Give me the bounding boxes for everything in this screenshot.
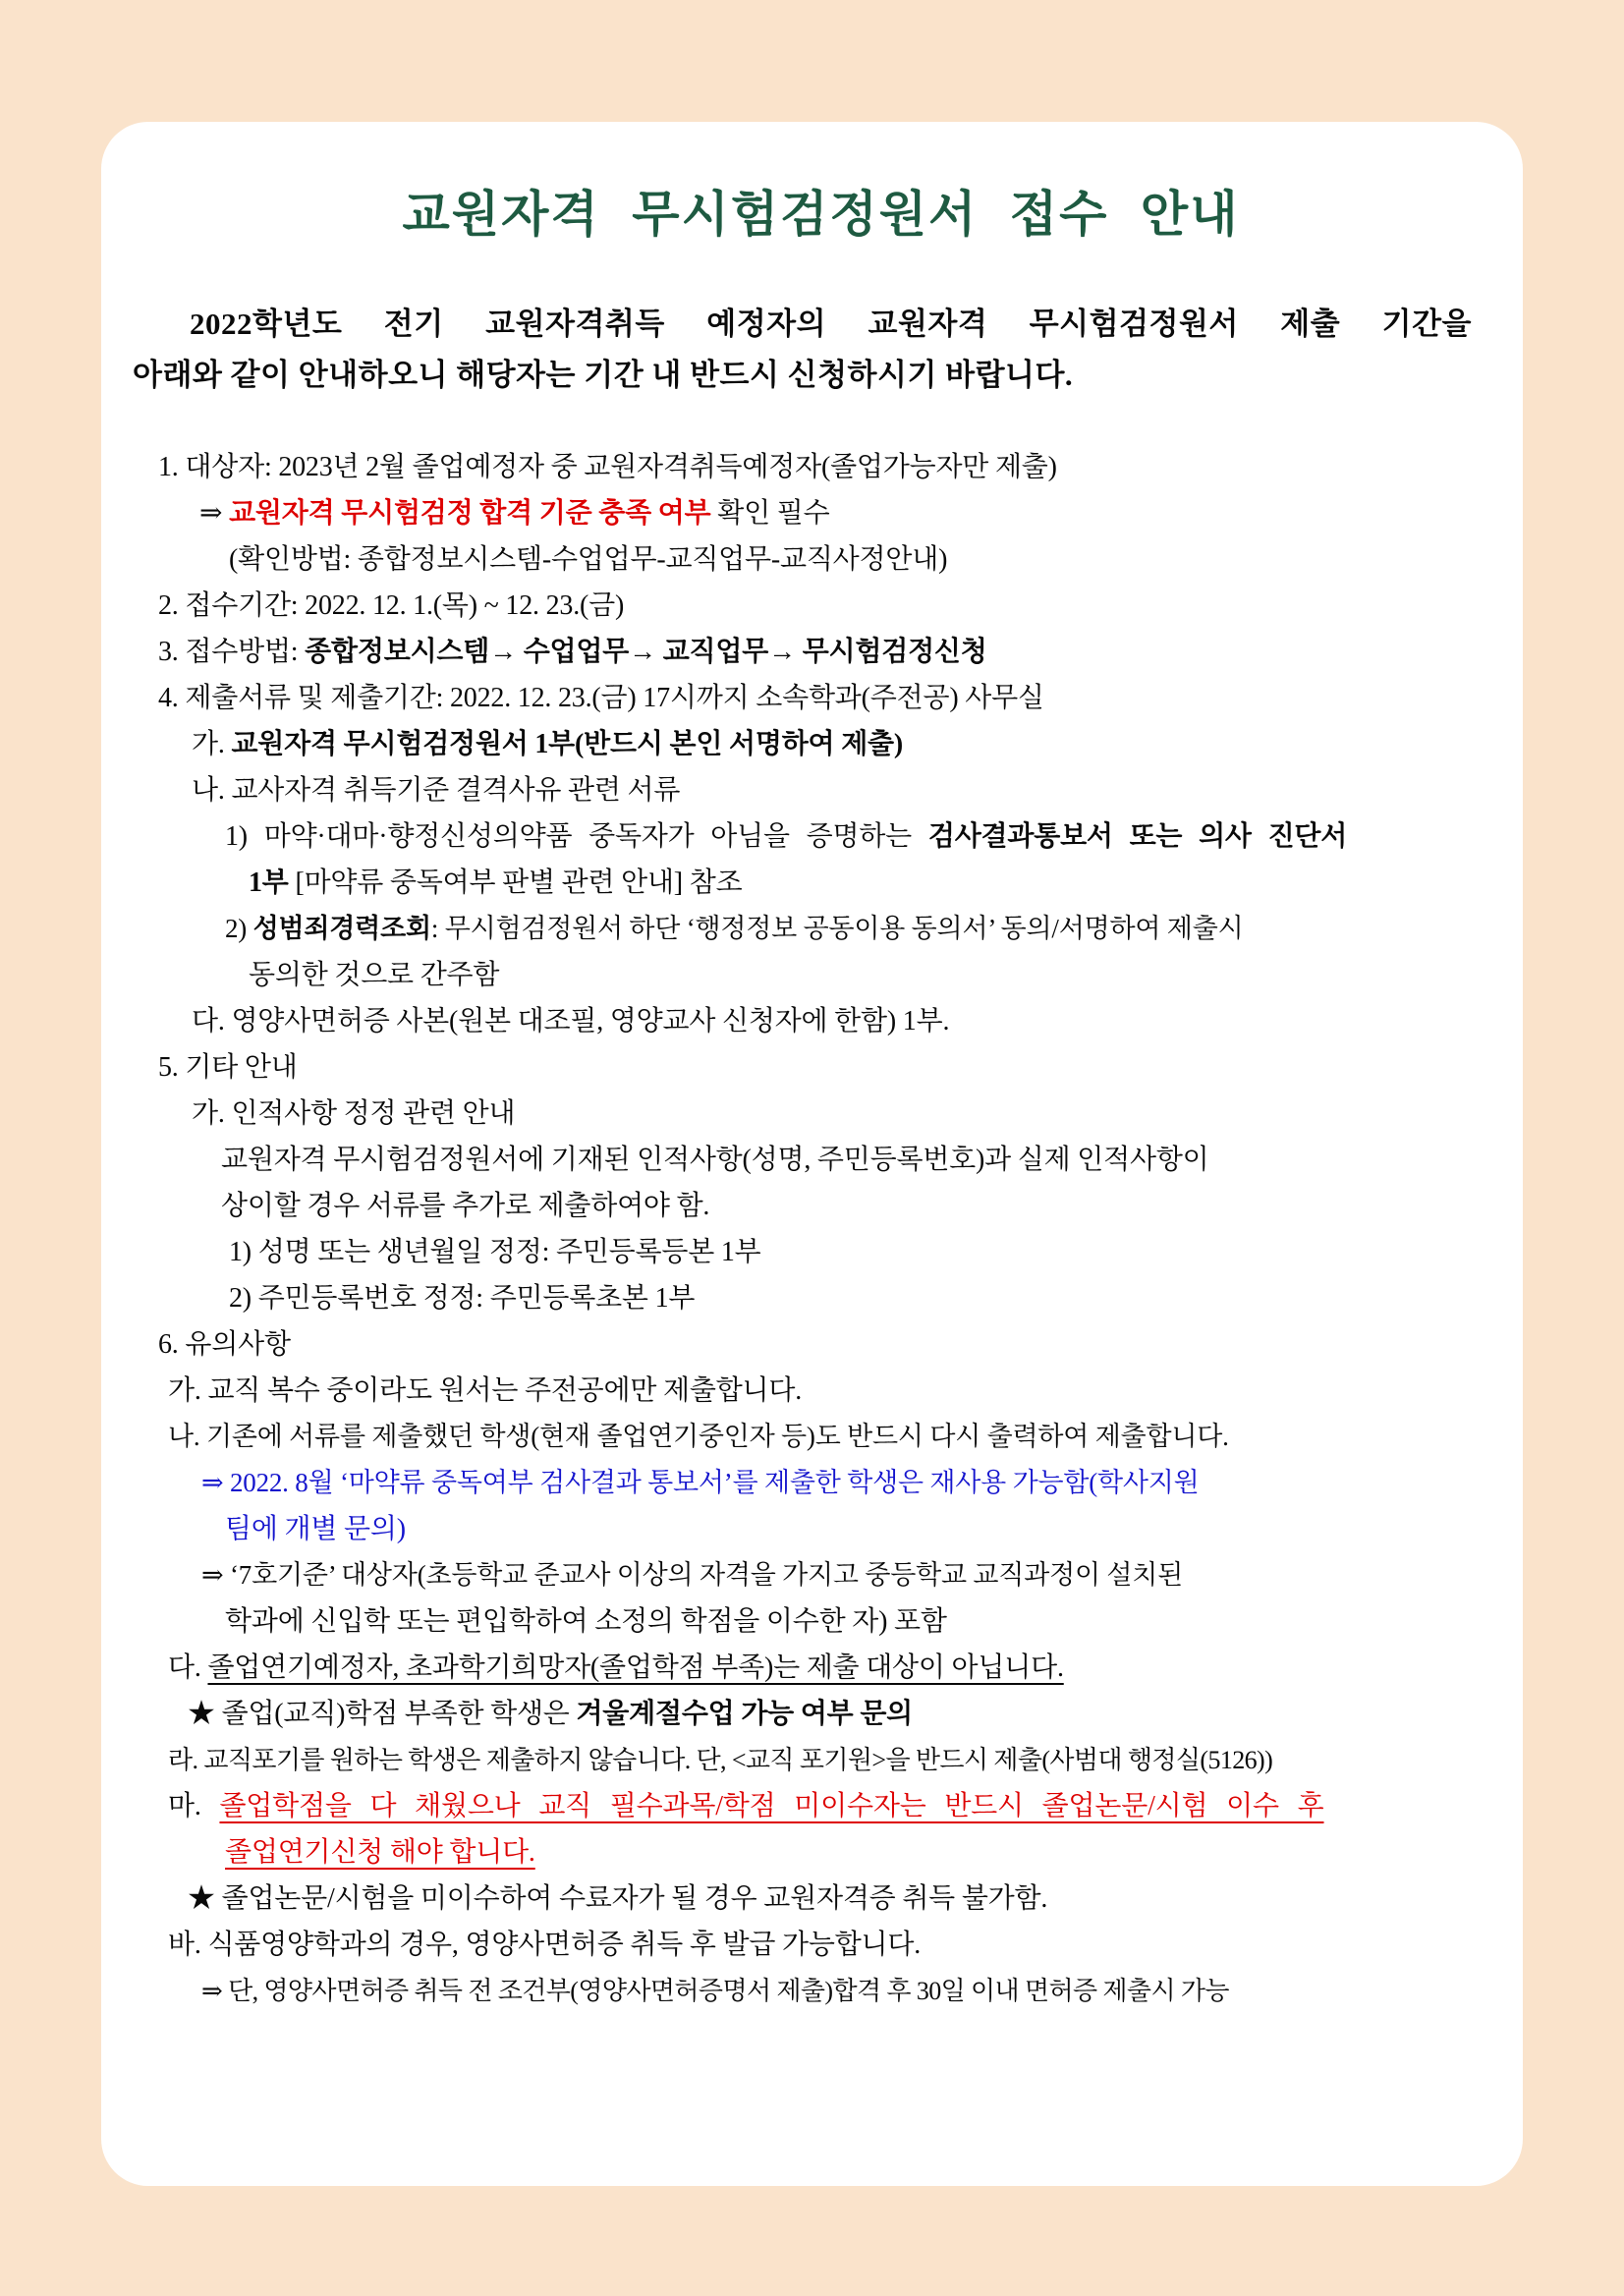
item-4-na-2 — [158, 906, 1484, 952]
item-5-ga-body-1: 교원자격 무시험검정원서에 기재된 인적사항(성명, 주민등록번호)과 실제 인적사항이 — [221, 1145, 1209, 1175]
item-5-ga: 가. 인적사항 정정 관련 안내 — [192, 1098, 516, 1129]
intro-paragraph — [133, 299, 1472, 401]
star-icon: ★ — [188, 1699, 222, 1729]
item-5-ga-2: 2) 주민등록번호 정정: 주민등록초본 1부 — [229, 1283, 696, 1314]
item-5-ga-body-2: 상이할 경우 서류를 추가로 제출하여야 함. — [221, 1191, 710, 1221]
item-6-ma-star-note: ★ 졸업논문/시험을 미이수하여 수료자가 될 경우 교원자격증 취득 불가함. — [188, 1883, 1048, 1914]
item-6-na-arrow-1-continuation: 팀에 개별 문의) — [225, 1514, 406, 1544]
item-4-na-1-text: 1) 마약·대마·향정신성의약품 중독자가 아님을 증명하는 — [225, 821, 928, 852]
item-6-da — [158, 1645, 1484, 1691]
item-6-ra: 라. 교직포기를 원하는 학생은 제출하지 않습니다. 단, <교직 포기원>을 반드시 제출(사범대 행정실(5126)) — [168, 1746, 1273, 1774]
item-4-da: 다. 영양사면허증 사본(원본 대조필, 영양교사 신청자에 한함) 1부. — [192, 1006, 950, 1036]
item-4-na-1-reference: [마약류 중독여부 판별 관련 안내] 참조 — [288, 868, 743, 898]
item-4-na-2-number: 2) — [225, 914, 253, 943]
item-3-menu-path: 종합정보시스템→ 수업업무→ 교직업무→ 무시험검정신청 — [305, 637, 987, 667]
notice-card — [101, 122, 1523, 2186]
item-6-ma-warning: 졸업학점을 다 채웠으나 교직 필수과목/학점 미이수자는 반드시 졸업논문/시험 이수 후 — [219, 1791, 1324, 1821]
item-6-da-label: 다. — [168, 1652, 208, 1683]
item-6-na-arrow-2-continuation: 학과에 신입학 또는 편입학하여 소정의 학점을 이수한 자) 포함 — [225, 1606, 947, 1637]
item-4-na-1 — [158, 813, 1484, 860]
item-5-others: 5. 기타 안내 — [158, 1052, 298, 1083]
item-4-na-1-copies: 1부 — [249, 868, 289, 898]
intro-line-2: 아래와 같이 안내하오니 해당자는 기간 내 반드시 신청하시기 바랍니다. — [133, 358, 1074, 392]
intro-line-1: 2022학년도 전기 교원자격취득 예정자의 교원자격 무시험검정원서 제출 기간을 — [190, 307, 1472, 341]
check-requirement-highlight: 교원자격 무시험검정 합격 기준 충족 여부 — [229, 498, 711, 529]
item-6-na: 나. 기존에 서류를 제출했던 학생(현재 졸업연기중인자 등)도 반드시 다시 출력하여 제출합니다. — [168, 1422, 1229, 1451]
item-3-method — [158, 629, 1484, 675]
item-6-ga: 가. 교직 복수 중이라도 원서는 주전공에만 제출합니다. — [168, 1375, 803, 1406]
item-6-da-warning: 졸업연기예정자, 초과학기희망자(졸업학점 부족)는 제출 대상이 아닙니다. — [207, 1652, 1064, 1683]
double-arrow-icon: ⇒ — [199, 498, 230, 529]
item-6-da-star-note — [158, 1691, 1484, 1737]
item-6-na-arrow-1: ⇒ 2022. 8월 ‘마약류 중독여부 검사결과 통보서’를 제출한 학생은 재사용 가능함(학사지원 — [201, 1468, 1200, 1497]
item-6-na-arrow-2: ⇒ ‘7호기준’ 대상자(초등학교 준교사 이상의 자격을 가지고 중등학교 교직과정이 설치된 — [201, 1560, 1184, 1590]
item-6-ma — [158, 1783, 1484, 1829]
item-3-label: 3. 접수방법: — [158, 637, 306, 667]
item-4-na: 나. 교사자격 취득기준 결격사유 관련 서류 — [192, 775, 681, 806]
item-6-ba: 바. 식품영양학과의 경우, 영양사면허증 취득 후 발급 가능합니다. — [168, 1930, 922, 1960]
notice-body — [158, 444, 1484, 2014]
item-1-check-method: (확인방법: 종합정보시스템-수업업무-교직업무-교직사정안내) — [229, 544, 948, 575]
item-4-na-1-documents: 검사결과통보서 또는 의사 진단서 — [927, 821, 1348, 852]
item-6-ba-arrow: ⇒ 단, 영양사면허증 취득 전 조건부(영양사면허증명서 제출)합격 후 30일 이내 면허증 제출시 가능 — [201, 1977, 1229, 2005]
item-6-cautions: 6. 유의사항 — [158, 1329, 291, 1360]
notice-title: 교원자격 무시험검정원서 접수 안내 — [402, 187, 1240, 242]
item-4-ga — [158, 721, 1484, 767]
item-1-check-requirement — [158, 490, 1484, 536]
item-6-da-star-highlight: 겨울계절수업 가능 여부 문의 — [576, 1699, 914, 1729]
item-6-da-star-text: 졸업(교직)학점 부족한 학생은 — [221, 1699, 577, 1729]
item-4-ga-document: 교원자격 무시험검정원서 1부(반드시 본인 서명하여 제출) — [231, 729, 904, 759]
item-4-na-2-text: : 무시험검정원서 하단 ‘행정정보 공동이용 동의서’ 동의/서명하여 제출시 — [430, 914, 1244, 943]
item-4-na-2-label: 성범죄경력조회 — [252, 914, 431, 943]
item-5-ga-1: 1) 성명 또는 생년월일 정정: 주민등록등본 1부 — [229, 1237, 761, 1267]
item-4-na-1-continuation — [158, 860, 1484, 906]
item-4-ga-label: 가. — [192, 729, 232, 759]
item-1-target: 1. 대상자: 2023년 2월 졸업예정자 중 교원자격취득예정자(졸업가능자만 제출) — [158, 452, 1057, 482]
item-4-na-2-continuation: 동의한 것으로 간주함 — [249, 960, 500, 990]
item-2-period: 2. 접수기간: 2022. 12. 1.(목) ~ 12. 23.(금) — [158, 590, 625, 621]
item-6-ma-continuation: 졸업연기신청 해야 합니다. — [225, 1837, 535, 1868]
check-requirement-rest: 확인 필수 — [710, 498, 830, 529]
item-4-documents: 4. 제출서류 및 제출기간: 2022. 12. 23.(금) 17시까지 소속학과(주전공) 사무실 — [158, 683, 1044, 713]
item-6-ma-label: 마. — [168, 1791, 220, 1821]
